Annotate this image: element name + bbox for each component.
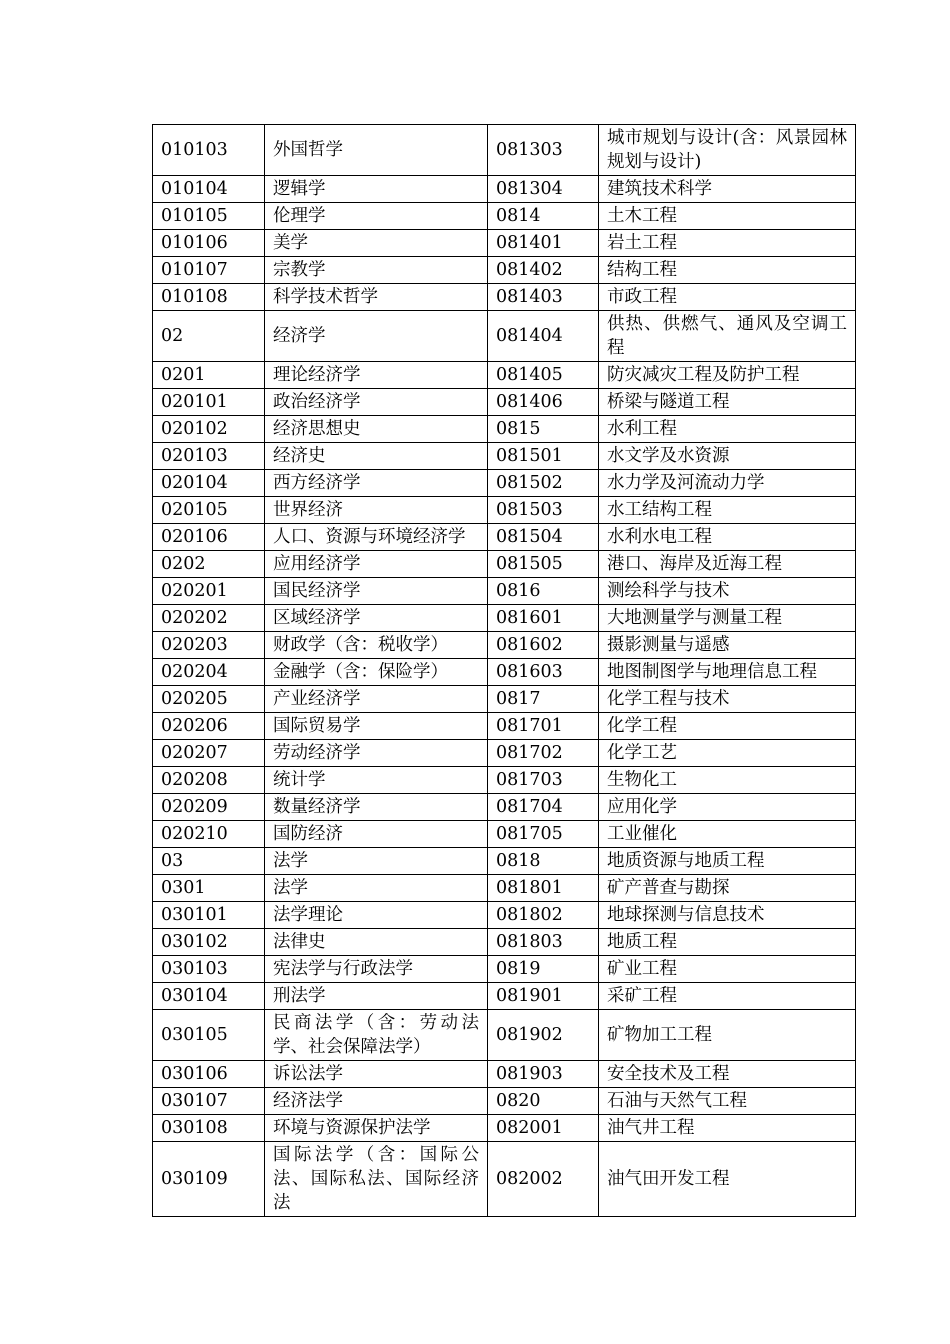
code-cell: 030102	[153, 929, 265, 956]
table-body	[153, 125, 856, 1217]
code-cell: 0201	[153, 362, 265, 389]
name-cell: 统计学	[265, 767, 488, 794]
name-cell: 产业经济学	[265, 686, 488, 713]
name-cell: 应用经济学	[265, 551, 488, 578]
name-cell: 水文学及水资源	[599, 443, 856, 470]
code-cell: 081402	[488, 257, 599, 284]
code-cell: 010106	[153, 230, 265, 257]
subject-code-table	[152, 124, 856, 1217]
name-cell: 油气井工程	[599, 1115, 856, 1142]
code-cell: 020203	[153, 632, 265, 659]
name-cell: 国民经济学	[265, 578, 488, 605]
name-cell: 世界经济	[265, 497, 488, 524]
code-cell: 030104	[153, 983, 265, 1010]
code-cell: 081405	[488, 362, 599, 389]
name-cell: 科学技术哲学	[265, 284, 488, 311]
code-cell: 030106	[153, 1061, 265, 1088]
code-cell: 081803	[488, 929, 599, 956]
code-cell: 081406	[488, 389, 599, 416]
name-cell: 政治经济学	[265, 389, 488, 416]
table-row	[153, 203, 856, 230]
table-row	[153, 1061, 856, 1088]
code-cell: 081502	[488, 470, 599, 497]
name-cell: 经济思想史	[265, 416, 488, 443]
name-cell: 供热、供燃气、通风及空调工程	[599, 311, 856, 362]
name-cell: 区域经济学	[265, 605, 488, 632]
table-row	[153, 983, 856, 1010]
code-cell: 030103	[153, 956, 265, 983]
name-cell: 化学工艺	[599, 740, 856, 767]
code-cell: 010103	[153, 125, 265, 176]
code-cell: 081602	[488, 632, 599, 659]
name-cell: 法学	[265, 848, 488, 875]
table-row	[153, 470, 856, 497]
name-cell: 工业催化	[599, 821, 856, 848]
code-cell: 081802	[488, 902, 599, 929]
name-cell: 国际贸易学	[265, 713, 488, 740]
name-cell: 地质工程	[599, 929, 856, 956]
name-cell: 水工结构工程	[599, 497, 856, 524]
name-cell: 法律史	[265, 929, 488, 956]
name-cell: 生物化工	[599, 767, 856, 794]
table-row	[153, 713, 856, 740]
name-cell: 化学工程与技术	[599, 686, 856, 713]
code-cell: 081703	[488, 767, 599, 794]
table-row	[153, 416, 856, 443]
name-cell: 逻辑学	[265, 176, 488, 203]
table-row	[153, 767, 856, 794]
code-cell: 020105	[153, 497, 265, 524]
code-cell: 081403	[488, 284, 599, 311]
code-cell: 0817	[488, 686, 599, 713]
code-cell: 0820	[488, 1088, 599, 1115]
name-cell: 数量经济学	[265, 794, 488, 821]
name-cell: 建筑技术科学	[599, 176, 856, 203]
name-cell: 采矿工程	[599, 983, 856, 1010]
code-cell: 030109	[153, 1142, 265, 1217]
code-cell: 081901	[488, 983, 599, 1010]
table-row	[153, 902, 856, 929]
code-cell: 010107	[153, 257, 265, 284]
code-cell: 0815	[488, 416, 599, 443]
name-cell: 水利水电工程	[599, 524, 856, 551]
name-cell: 经济史	[265, 443, 488, 470]
table-row	[153, 659, 856, 686]
name-cell: 矿产普查与勘探	[599, 875, 856, 902]
name-cell: 地球探测与信息技术	[599, 902, 856, 929]
table-row	[153, 1115, 856, 1142]
code-cell: 020103	[153, 443, 265, 470]
table-row	[153, 578, 856, 605]
code-cell: 0301	[153, 875, 265, 902]
name-cell: 地质资源与地质工程	[599, 848, 856, 875]
code-cell: 081401	[488, 230, 599, 257]
code-cell: 020209	[153, 794, 265, 821]
table-row	[153, 956, 856, 983]
code-cell: 020206	[153, 713, 265, 740]
code-cell: 020102	[153, 416, 265, 443]
table-row	[153, 497, 856, 524]
code-cell: 081701	[488, 713, 599, 740]
table-row	[153, 929, 856, 956]
code-cell: 020101	[153, 389, 265, 416]
code-cell: 0202	[153, 551, 265, 578]
code-cell: 081704	[488, 794, 599, 821]
name-cell: 劳动经济学	[265, 740, 488, 767]
code-cell: 020201	[153, 578, 265, 605]
code-cell: 020205	[153, 686, 265, 713]
table-row	[153, 794, 856, 821]
code-cell: 081505	[488, 551, 599, 578]
code-cell: 081503	[488, 497, 599, 524]
table-row	[153, 848, 856, 875]
code-cell: 030101	[153, 902, 265, 929]
name-cell: 油气田开发工程	[599, 1142, 856, 1217]
code-cell: 02	[153, 311, 265, 362]
table-row	[153, 1088, 856, 1115]
code-cell: 081603	[488, 659, 599, 686]
code-cell: 081801	[488, 875, 599, 902]
code-cell: 082002	[488, 1142, 599, 1217]
code-cell: 020210	[153, 821, 265, 848]
name-cell: 港口、海岸及近海工程	[599, 551, 856, 578]
name-cell: 应用化学	[599, 794, 856, 821]
code-cell: 081504	[488, 524, 599, 551]
code-cell: 081902	[488, 1010, 599, 1061]
name-cell: 防灾减灾工程及防护工程	[599, 362, 856, 389]
table-row	[153, 524, 856, 551]
name-cell: 民商法学（含：劳动法学、社会保障法学）	[265, 1010, 488, 1061]
name-cell: 化学工程	[599, 713, 856, 740]
table-row	[153, 632, 856, 659]
name-cell: 桥梁与隧道工程	[599, 389, 856, 416]
table-row	[153, 875, 856, 902]
name-cell: 土木工程	[599, 203, 856, 230]
table-row	[153, 311, 856, 362]
table-row	[153, 1010, 856, 1061]
code-cell: 020202	[153, 605, 265, 632]
table-row	[153, 740, 856, 767]
code-cell: 010108	[153, 284, 265, 311]
name-cell: 法学理论	[265, 902, 488, 929]
name-cell: 经济学	[265, 311, 488, 362]
table-row	[153, 176, 856, 203]
table-row	[153, 551, 856, 578]
table-row	[153, 125, 856, 176]
code-cell: 081303	[488, 125, 599, 176]
name-cell: 金融学（含：保险学）	[265, 659, 488, 686]
code-cell: 081903	[488, 1061, 599, 1088]
name-cell: 石油与天然气工程	[599, 1088, 856, 1115]
code-cell: 081601	[488, 605, 599, 632]
table-row	[153, 1142, 856, 1217]
name-cell: 国际法学（含：国际公法、国际私法、国际经济法	[265, 1142, 488, 1217]
code-cell: 020106	[153, 524, 265, 551]
code-cell: 030107	[153, 1088, 265, 1115]
name-cell: 摄影测量与遥感	[599, 632, 856, 659]
name-cell: 美学	[265, 230, 488, 257]
name-cell: 西方经济学	[265, 470, 488, 497]
code-cell: 081705	[488, 821, 599, 848]
table-row	[153, 230, 856, 257]
code-cell: 020208	[153, 767, 265, 794]
code-cell: 010104	[153, 176, 265, 203]
code-cell: 010105	[153, 203, 265, 230]
name-cell: 水利工程	[599, 416, 856, 443]
name-cell: 诉讼法学	[265, 1061, 488, 1088]
code-cell: 0814	[488, 203, 599, 230]
name-cell: 伦理学	[265, 203, 488, 230]
code-cell: 082001	[488, 1115, 599, 1142]
name-cell: 环境与资源保护法学	[265, 1115, 488, 1142]
code-cell: 081304	[488, 176, 599, 203]
code-cell: 03	[153, 848, 265, 875]
table-row	[153, 284, 856, 311]
name-cell: 城市规划与设计(含：风景园林规划与设计)	[599, 125, 856, 176]
name-cell: 经济法学	[265, 1088, 488, 1115]
code-cell: 0818	[488, 848, 599, 875]
code-cell: 081702	[488, 740, 599, 767]
name-cell: 测绘科学与技术	[599, 578, 856, 605]
code-cell: 020104	[153, 470, 265, 497]
table-row	[153, 389, 856, 416]
code-cell: 020204	[153, 659, 265, 686]
name-cell: 结构工程	[599, 257, 856, 284]
name-cell: 宪法学与行政法学	[265, 956, 488, 983]
code-cell: 020207	[153, 740, 265, 767]
name-cell: 大地测量学与测量工程	[599, 605, 856, 632]
name-cell: 刑法学	[265, 983, 488, 1010]
name-cell: 安全技术及工程	[599, 1061, 856, 1088]
table-row	[153, 443, 856, 470]
name-cell: 法学	[265, 875, 488, 902]
name-cell: 地图制图学与地理信息工程	[599, 659, 856, 686]
name-cell: 岩土工程	[599, 230, 856, 257]
code-cell: 030108	[153, 1115, 265, 1142]
name-cell: 理论经济学	[265, 362, 488, 389]
code-cell: 081501	[488, 443, 599, 470]
code-cell: 081404	[488, 311, 599, 362]
name-cell: 水力学及河流动力学	[599, 470, 856, 497]
code-cell: 0816	[488, 578, 599, 605]
name-cell: 国防经济	[265, 821, 488, 848]
name-cell: 人口、资源与环境经济学	[265, 524, 488, 551]
code-cell: 0819	[488, 956, 599, 983]
name-cell: 市政工程	[599, 284, 856, 311]
name-cell: 财政学（含：税收学）	[265, 632, 488, 659]
name-cell: 矿业工程	[599, 956, 856, 983]
table-row	[153, 362, 856, 389]
table-row	[153, 605, 856, 632]
table-row	[153, 257, 856, 284]
name-cell: 矿物加工工程	[599, 1010, 856, 1061]
code-cell: 030105	[153, 1010, 265, 1061]
name-cell: 宗教学	[265, 257, 488, 284]
table-row	[153, 686, 856, 713]
table-row	[153, 821, 856, 848]
name-cell: 外国哲学	[265, 125, 488, 176]
